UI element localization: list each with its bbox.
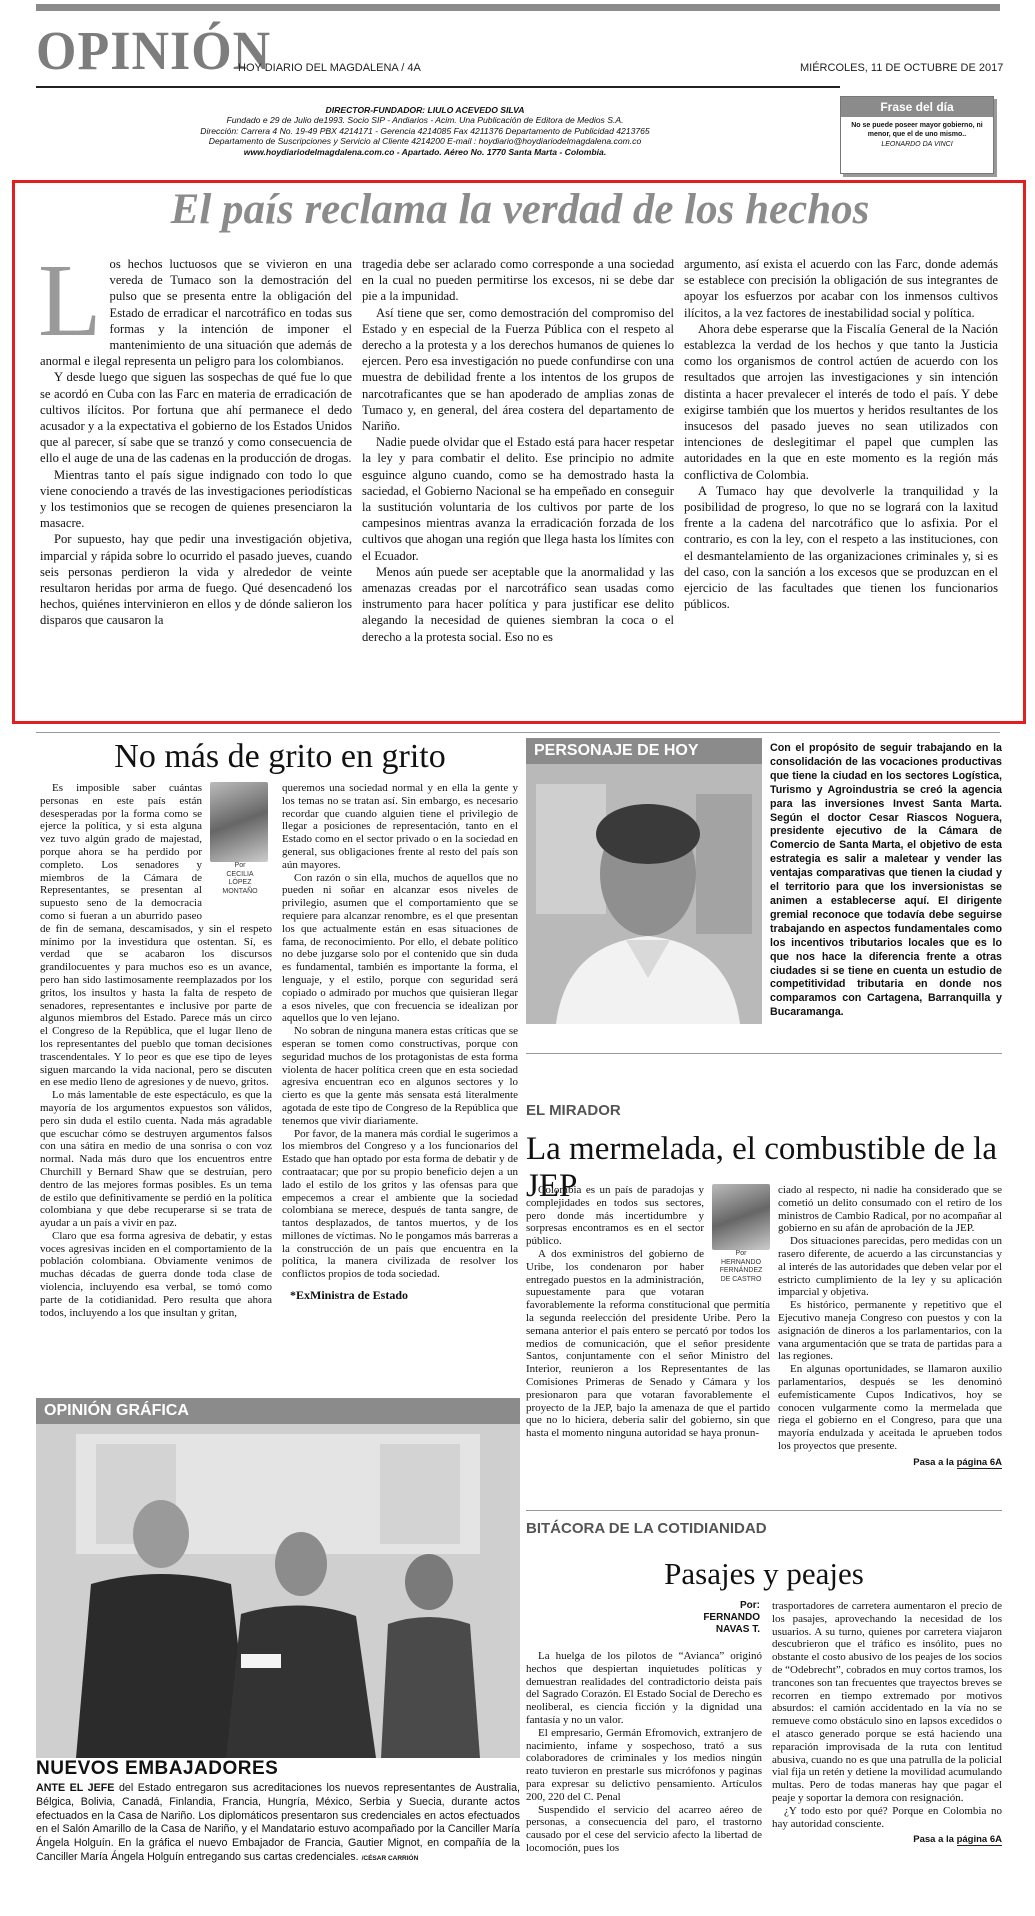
paper-name: HOY DIARIO DEL MAGDALENA / 4A bbox=[238, 62, 421, 74]
paragraph: os hechos luctuosos que se vivieron en una vereda de Tumaco son la demostración del pulso que se presenta entre la obligación del Estado de erradicar el narcotráfico en todas sus formas y la intención de imponer el mantenimiento de una situación que además de anormal e ilegal representa un peligro para los colombianos. bbox=[40, 257, 352, 369]
editorial-col-3 bbox=[684, 256, 998, 612]
continued-page-link[interactable]: página 6A bbox=[956, 1834, 1002, 1846]
opinion-grafica-heading: OPINIÓN GRÁFICA bbox=[36, 1398, 520, 1424]
paragraph: argumento, así exista el acuerdo con las Farc, donde además se establece con precisión la obligación de sus integrantes de apoyar los esfuerzos por acabar con los inmensos cultivos ilícitos, a la vez factores de inestabilidad social y política. bbox=[684, 257, 998, 320]
issue-date: MIÉRCOLES, 11 DE OCTUBRE DE 2017 bbox=[800, 62, 1004, 74]
bitacora-col-1 bbox=[526, 1650, 762, 1855]
personaje-photo bbox=[526, 764, 762, 1024]
paragraph: La huelga de los pilotos de “Avianca” originó hechos que despiertan inquietudes políticas y demuestran realidades del contradictorio deista país del Sagrado Corazón. El Estado Social de Derecho es neoliberal, es ciencia ficción y la dignidad una fantasía y no un valor. bbox=[526, 1650, 762, 1726]
portrait-illustration bbox=[526, 764, 762, 1024]
paragraph: En algunas oportunidades, se llamaron auxilio parlamentarios, después se les denominó eufemísticamente Cupos Indicativos, hoy se conocen vulgarmente como la mermelada que riega el gobierno en el Congreso, para que una mayoría endulzada y aceitada le aprueben todos los proyectos que presente. bbox=[778, 1363, 1002, 1452]
continued-page-link[interactable]: página 6A bbox=[956, 1456, 1002, 1468]
top-bar bbox=[36, 4, 1000, 11]
bitacora-author: Por: FERNANDO NAVAS T. bbox=[703, 1600, 760, 1635]
section-divider bbox=[526, 1510, 1002, 1511]
credits-line-5: www.hoydiariodelmagdalena.com.co - Apartado. Aéreo No. 1770 Santa Marta - Colombia. bbox=[243, 146, 607, 157]
paragraph: Nadie puede olvidar que el Estado está para hacer respetar la ley y para combatir el delito. Ese principio no admite esguince alguno cuando, como se ha demostrado hasta la saciedad, el Gobierno Nacional se ha empeñado en conseguir la sustitución voluntaria de los cultivos por parte de los campesinos mientras avanza la erradicación forzada de los cultivos que ahogan una región que llega hasta los límites con el Ecuador. bbox=[362, 435, 674, 563]
personaje-text: Con el propósito de seguir trabajando en la consolidación de las vocaciones productivas que tiene la ciudad en los sectores Logística, Turismo y Agroindustria se creó la agencia para las inversiones Invest Santa Marta. Según el doctor Cesar Riascos Noguera, presidente ejecutivo de la Cámara de Comercio de Santa Marta, el objetivo de esta estrategia es salir a maletear y vender las ventajas comparativas que tienen la ciudad y el territorio para que los inversionistas se animen a establecerse aquí. El dirigente gremial reconoce que todavía debe seguirse trabajando en aspectos fundamentales como los incentivos tributarios locales que es lo que nos hace la diferencia frente a otras ciudades si se tiene en cuenta un estudio de competitividad tributaria en donde nos comparamos con Cartagena, Barranquilla y Bucaramanga. bbox=[770, 742, 1002, 1019]
paragraph: Por supuesto, hay que pedir una investigación objetiva, imparcial y rápida sobre lo ocurrido el pasado jueves, cuando seis personas perdieron la vida y alrededor de veinte resultaron heridas por arma de fuego. Qué desencadenó los hechos, quiénes intervinieron en ellos y de dónde salieron los disparos que causaron la bbox=[40, 532, 352, 628]
paragraph: queremos una sociedad normal y en ella la gente y los temas no se tratan así. Sin embargo, es necesario recordar que cuando alguien tiene el privilegio de llegar a posiciones de representación, tanto en el Estado como en el sector privado o en la sociedad en general, sus obligaciones frente al resto del país son aún mayores. bbox=[282, 782, 518, 871]
paragraph: tragedia debe ser aclarado como corresponde a una sociedad en la cual no pueden permitirse los excesos, ni se debe dar pie a la impunidad. bbox=[362, 257, 674, 304]
paragraph: Menos aún puede ser aceptable que la anormalidad y las amenazas creadas por el narcotráfico sean usadas como instrumento para hacer política y para justificar ese delito alegando la necesidad de quienes siembran la coca o el derecho a la protesta social. Eso no es bbox=[362, 564, 674, 644]
paragraph: Con razón o sin ella, muchos de aquellos que no pueden ni soñar en alcanzar esos niveles de privilegio, asumen que el comportamiento que se requiere para alcanzar renombre, es el que presentan los que actualmente están en esas situaciones de fama, de reconocimiento. Por ello, el debate político no debe juzgarse solo por el contenido que sin duda es fundamental, también es importante la forma, el lenguaje, y el estilo, porque con seguridad será copiado o admirado por muchos que quisieran llegar a esos niveles, que con frecuencia se idealizan por aquellos que lo ven lejano. bbox=[282, 871, 518, 1025]
editorial-col-1 bbox=[38, 243, 352, 629]
paragraph: ¿Y todo esto por qué? Porque en Colombia no hay autoridad consciente. bbox=[772, 1804, 1002, 1830]
grito-col-1 bbox=[40, 782, 272, 1319]
editorial-title: El país reclama la verdad de los hechos bbox=[170, 186, 870, 233]
personaje-heading: PERSONAJE DE HOY bbox=[526, 738, 762, 764]
caption-lead: ANTE EL JEFE bbox=[36, 1782, 115, 1794]
mirador-title: La mermelada, el combustible de la JEP bbox=[526, 1131, 997, 1204]
paragraph: Lo más lamentable de este espectáculo, es que la mayoría de los argumentos expuestos son válidos, pero sin duda el estilo cuenta. Nada más agradable que escuchar cómo se destruyen argumentos falsos con una sátira en medio de una sonrisa o con voz normal. Nada más duro que los encuentros entre Churchill y Bernard Shaw que se destruían, pero dentro de las mejores formas posibles. Es un tema de estilo que definitivamente se perdió en la política colombiana y que debe recuperarse si se trata de ayudar a un país a vivir en paz. bbox=[40, 1089, 272, 1230]
credits-line-1: DIRECTOR-FUNDADOR: LIULO ACEVEDO SILVA bbox=[325, 105, 525, 115]
section-title: OPINIÓN bbox=[36, 21, 272, 82]
editorial-col-2 bbox=[362, 256, 674, 645]
paragraph: A dos exministros del gobierno de Uribe, los condenaron por haber entregado puestos en la administración, supuestamente para que votaran favorablemente la reforma constitucional que permitía la segunda reelección del presidente Uribe. Pero la semana anterior el país entero se percató por todos los medios de comunicación, que el señor presidente Santos, conjuntamente con el señor Ministro del Interior, reunieron a los Representantes de las Comisiones Primeras de Senado y Cámara y los presionaron para que votaran favorablemente el proyecto de la JEP, bajo la amenaza de que el partido que no lo hiciera, debería salir del gobierno, sin que hasta el momento ninguna autoridad se haya pronun- bbox=[526, 1247, 770, 1440]
paragraph: Claro que esa forma agresiva de debatir, y estas voces agresivas inciden en el comportamiento de la población colombiana. Obviamente venimos de muchas décadas de guerra donde toda clase de violencia, incluyendo esa verbal, se tomó como parte de la cotidianidad. Pero resulta que ahora todos, incluyendo a los que insultan y gritan, bbox=[40, 1229, 272, 1319]
section-divider bbox=[526, 1053, 1002, 1054]
author-caption: Por HERNANDO FERNÁNDEZ DE CASTRO bbox=[719, 1250, 763, 1283]
frase-author: LEONARDO DA VINCI bbox=[881, 141, 953, 148]
frase-heading: Frase del día bbox=[841, 97, 993, 117]
paragraph: Así tiene que ser, como demostración del compromiso del Estado y en especial de la Fuerza Pública con el respeto al derecho a la protesta y a los derechos humanos de quienes lo ejercen. Pero esa investigación no puede confundirse con una muestra de debilidad frente a los intentos de los grupos de narcotraficantes que se han apoderado de amplias zonas de Tumaco y, en general, del área costera del departamento de Nariño. bbox=[362, 305, 674, 434]
frase-del-dia-box bbox=[840, 96, 994, 174]
paragraph: Es imposible saber cuántas personas en este país están desesperadas por la forma como se ejerce la política, y si esta alguna vez tuvo algún grado de majestad, porque ahora se ha perdido por completo. Los senadores y miembros de la Cámara de Representantes, se presentan al supuesto seno de la democracia como si fueran a un aburrido paseo de fin de semana, descamisados, y sin el respeto mínimo por la investidura que ostentan. Sí, es verdad que se acabaron los discursos grandilocuentes y para muchos eso es un avance, pero han sido lastimosamente reemplazados por los gritos, los insultos y hasta la falta de respeto de senadores, representantes e inclusive por parte de algunos miembros del Estado. Parece más un circo el Congreso de la República, que el lugar lleno de los representantes del pueblo que toman decisiones trascendentales. Y lo peor es que ese tipo de leyes siguen marcando la vida nacional, pero se discuten en ese medio lleno de agresiones y de nuevo, gritos. bbox=[40, 782, 272, 1089]
paragraph: Suspendido el servicio del acarreo aéreo de personas, a consecuencia del paro, el trastorno causado por el cese del servicio afecto la libertad de locomoción, pues los bbox=[526, 1803, 762, 1854]
paragraph: Dos situaciones parecidas, pero medidas con un rasero diferente, de acuerdo a las circunstancias y al interés de las autoridades que deben velar por el estricto cumplimiento de la ley y su aplicación imparcial y objetiva. bbox=[778, 1235, 1002, 1299]
continued-note: Pasa a la página 6A bbox=[913, 1456, 1002, 1468]
paragraph: A Tumaco hay que devolverle la tranquilidad y la posibilidad de progreso, lo que no se logrará con la laxitud frente a la cadena del narcotráfico que lo asfixia. Por el contrario, es con la ley, con el respeto a las instituciones, con el desmantelamiento de las organizaciones criminales y, si es del caso, con la sanción a los excesos que se produzcan en el ejercicio de las facultades que tienen los funcionarios públicos. bbox=[684, 483, 998, 612]
photo-spacer bbox=[704, 1184, 770, 1296]
photo-caption bbox=[36, 1782, 520, 1866]
paragraph: Por favor, de la manera más cordial le sugerimos a los miembros del Congreso y a los funcionarios del Estado que han optado por esta forma de debatir y de contraatacar; que por su propio beneficio dejen a un lado el estilo de los gritos y las ofensas para que empecemos a crear el ambiente que la sociedad colombiana se merece, después de tanta sangre, de tantos desplazados, de tantos muertos, y de los millones de víctimas. No le pongamos más barreras a la construcción de un país que encuentra en la política, la manera civilizada de resolver los conflictos propios de toda sociedad. bbox=[282, 1127, 518, 1281]
author-signature: *ExMinistra de Estado bbox=[290, 1288, 409, 1303]
masthead-rule bbox=[36, 86, 840, 88]
paragraph: ciado al respecto, ni nadie ha considerado que se cometió un delito consumado con el retiro de los ministros de Cambio Radical, por no acompañar al gobierno en su afán de aprobación de la JEP. bbox=[778, 1184, 1002, 1235]
bitacora-kicker: BITÁCORA DE LA COTIDIANIDAD bbox=[526, 1520, 767, 1537]
continued-note: Pasa a la página 6A bbox=[913, 1834, 1002, 1846]
caption-title: NUEVOS EMBAJADORES bbox=[36, 1758, 279, 1779]
paragraph: Ahora debe esperarse que la Fiscalía General de la Nación establezca la verdad de los hechos y que tanto la Justicia como los organismos de control actúen de acuerdo con los resultados que arrojen las investigaciones y sin intención distinta a hacer prevalecer el interés de todo el país. Y debe exigirse también que los muertos y heridos resultantes de los insucesos del pasado jueves no sean utilizados con intenciones de deslegitimar el papel que cumplen las autoridades en la que en este momento es la región más conflictiva de Colombia. bbox=[684, 321, 998, 482]
paragraph: trasportadores de carretera aumentaron el precio de los pasajes, aprovechando la necesidad de los usuarios. A su turno, quienes por carretera viajaron descubrieron que el tráfico es insólito, pues no obstante el costo abusivo de los peajes de los socios de “Odebrecht”, cobrados en muy cortos tramos, los trancones son tan frecuentes que trayectos breves se recorren en tiempo extremado por motivos absurdos: el camión accidentado en la vía no se remueve como obstáculo sino en lapsos excedidos o el atasco generado porque se está haciendo una reparación improvisada de la ruta con lentitud abusiva, cuando no es que una patrulla de la policial vial fija un retén y detiene la movilidad acumulando multas. Pero de todas maneras hay que pagar el peaje y soportar la demora con resignación. bbox=[772, 1600, 1003, 1804]
mirador-col-2 bbox=[778, 1184, 1002, 1470]
credits-line-3: Dirección: Carrera 4 No. 19-49 PBX 4214171 - Gerencia 4214085 Fax 4211376 Departamento de Publicidad 4213765 bbox=[200, 125, 650, 136]
column-title: No más de grito en grito bbox=[114, 738, 446, 775]
paragraph: El empresario, Germán Efromovich, extranjero de nacimiento, infame y sospechoso, trató a sus colaboradores de criminales y los medios ningún reato tuvieron en prestarle sus micrófonos y paginas para expresar su delictivo pensamiento. Artículos 200, 220 del C. Penal bbox=[526, 1726, 762, 1803]
credits-line-2: Fundado e 29 de Julio de1993. Socio SIP - Andiarios - Acim. Una Publicación de Editora de Medios S.A. bbox=[226, 115, 624, 126]
grito-col-2 bbox=[282, 782, 518, 1302]
frase-text: No se puede poseer mayor gobierno, ni menor, que el de uno mismo.. bbox=[851, 122, 983, 138]
paragraph: No sobran de ninguna manera estas críticas que se esperan se tomen como constructivas, porque con seguridad muchos de los protagonistas de esta forma violenta de hacer política creen que en esta sociedad agresiva encuentran eco en algunos sectores y lo cierto es que la gente más sensata está literalmente agotada de este tipo de Congreso de la República que tenemos que vivir diariamente. bbox=[282, 1025, 518, 1127]
ceremony-illustration bbox=[36, 1424, 520, 1758]
mirador-kicker: EL MIRADOR bbox=[526, 1102, 621, 1119]
paragraph: Es histórico, permanente y repetitivo que el Ejecutivo maneja Congreso con puestos y con la asignación de dineros a los parlamentarios, con la vana argumentación que se trata de partidas para a las regiones. bbox=[778, 1299, 1002, 1363]
bitacora-col-2 bbox=[772, 1600, 1002, 1847]
credits-block bbox=[100, 105, 750, 157]
paragraph: Y desde luego que siguen las sospechas de qué fue lo que se acordó en Cuba con las Farc en materia de erradicación de cultivos ilícitos. Por fortuna que ahí permanece el dedo acusador y a la expectativa el gobierno de los Estados Unidos que al parecer, sí sabe que se tranzó y como consecuencia de ello el auge de una de las cadenas en la producción de drogas. bbox=[40, 370, 352, 466]
section-divider bbox=[36, 732, 1000, 733]
author-caption: Por CECILIA LÓPEZ MONTAÑO bbox=[222, 862, 258, 895]
editorial-dropcap: L bbox=[38, 243, 102, 358]
photo-credit: /CÉSAR CARRIÓN bbox=[361, 1854, 419, 1862]
paragraph: Colombia es un país de paradojas y complejidades en todos sus sectores, pero donde más incertidumbre y sorpresas encontramos es en el sector público. bbox=[526, 1184, 704, 1248]
mirador-col-1 bbox=[526, 1184, 770, 1440]
photo-spacer bbox=[202, 782, 272, 912]
paragraph: Mientras tanto el país sigue indignado con todo lo que viene conociendo a través de las investigaciones periodísticas y los testimonios que se recogen de quienes presenciaron la masacre. bbox=[40, 467, 352, 531]
caption-text: del Estado entregaron sus acreditaciones los nuevos representantes de Australia, Bélgica, Bolivia, Canadá, Finlandia, Francia, Hungría, México, Serbia y Suecia, durante actos efectuados en la Casa de Nariño. Los diplomáticos presentaron sus credenciales en actos efectuados en el Salón Amarillo de la Casa de Nariño, y el Mandatario estuvo acompañado por la Canciller María Ángela Holguín. En la gráfica el nuevo Embajador de Francia, Gautier Mignot, en compañía de la Canciller María Ángela Holguín entregando sus cartas credenciales. bbox=[36, 1782, 520, 1863]
embajadores-photo bbox=[36, 1424, 520, 1758]
bitacora-title: Pasajes y peajes bbox=[664, 1556, 864, 1591]
credits-line-4: Departamento de Suscripciones y Servicio al Cliente 4214200 E-mail : hoydiario@hoydiariodelmagdalena.com.co bbox=[208, 136, 642, 147]
